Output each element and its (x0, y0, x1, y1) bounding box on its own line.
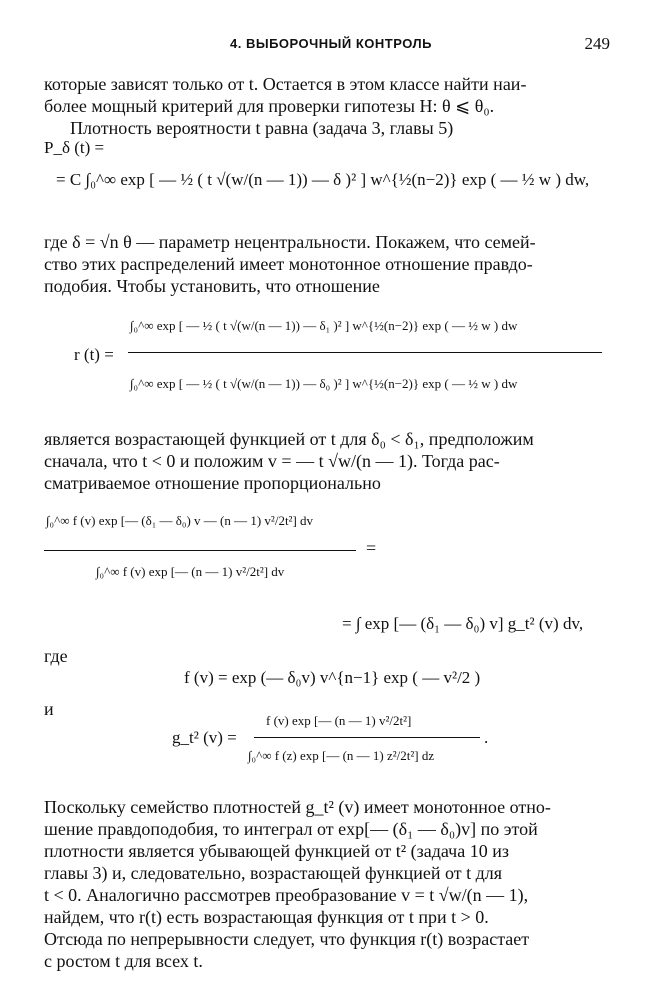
text-line: главы 3) и, следовательно, возрастающей функцией от t для (44, 863, 503, 883)
formula-ratio-denominator: ∫₀^∞ exp [ — ½ ( t √(w/(n — 1)) — δ₀ )² ] w^{½(n−2)} exp ( — ½ w ) dw (130, 376, 518, 391)
text-line: которые зависят только от t. Остается в этом классе найти наи- (44, 74, 527, 94)
formula-proportional-result: = ∫ exp [— (δ₁ — δ₀) v] g_t² (v) dv, (342, 614, 584, 633)
text-line: найдем, что r(t) есть возрастающая функция от t при t > 0. (44, 907, 489, 927)
fraction-bar (44, 550, 356, 551)
page-number: 249 (584, 34, 610, 53)
text-line: Поскольку семейство плотностей g_t² (v) имеет монотонное отно- (44, 797, 551, 817)
text-line: является возрастающей функцией от t для δ₀ < δ₁, предположим (44, 429, 534, 449)
equals-sign: = (366, 538, 377, 558)
text-line: сматриваемое отношение пропорционально (44, 473, 381, 493)
text-line: ство этих распределений имеет монотонное отношение правдо- (44, 254, 533, 274)
formula-proportional-denominator: ∫₀^∞ f (v) exp [— (n — 1) v²/2t²] dv (96, 564, 285, 579)
formula-g-lhs: g_t² (v) = (172, 728, 237, 747)
formula-pdelta-rhs: = C ∫₀^∞ exp [ — ½ ( t √(w/(n — 1)) — δ )² ] w^{½(n−2)} exp ( — ½ w ) dw, (56, 170, 590, 189)
running-header (44, 36, 610, 58)
text-line: плотности является убывающей функцией от t² (задача 10 из (44, 841, 509, 861)
text-label-where: где (44, 646, 68, 666)
text-label-and: и (44, 699, 54, 719)
formula-g-denominator: ∫₀^∞ f (z) exp [— (n — 1) z²/2t²] dz (248, 748, 435, 763)
formula-ratio-lhs: r (t) = (74, 345, 114, 364)
fraction-bar (128, 352, 602, 353)
book-page (44, 0, 610, 1000)
formula-g-numerator: f (v) exp [— (n — 1) v²/2t²] (266, 713, 412, 728)
text-line: t < 0. Аналогично рассмотрев преобразование v = t √w/(n — 1), (44, 885, 529, 905)
formula-pdelta-lhs: P_δ (t) = (44, 138, 105, 157)
text-line: более мощный критерий для проверки гипотезы H: θ ⩽ θ₀. (44, 96, 495, 116)
formula-ratio-numerator: ∫₀^∞ exp [ — ½ ( t √(w/(n — 1)) — δ₁ )² ] w^{½(n−2)} exp ( — ½ w ) dw (130, 318, 518, 333)
text-line: сначала, что t < 0 и положим v = — t √w/(n — 1). Тогда рас- (44, 451, 500, 471)
text-line: где δ = √n θ — параметр нецентральности. Покажем, что семей- (44, 232, 536, 252)
text-line: с ростом t для всех t. (44, 951, 203, 971)
period: . (484, 728, 489, 747)
chapter-title: 4. ВЫБОРОЧНЫЙ КОНТРОЛЬ (230, 36, 432, 51)
formula-f-of-v: f (v) = exp (— δ₀v) v^{n−1} exp ( — v²/2 ) (184, 668, 481, 687)
text-line: шение правдоподобия, то интеграл от exp[— (δ₁ — δ₀)v] по этой (44, 819, 538, 839)
text-line: Плотность вероятности t равна (задача 3, главы 5) (70, 118, 454, 138)
fraction-bar (254, 737, 480, 738)
formula-proportional-numerator: ∫₀^∞ f (v) exp [— (δ₁ — δ₀) v — (n — 1) v²/2t²] dv (46, 513, 314, 528)
text-line: Отсюда по непрерывности следует, что функция r(t) возрастает (44, 929, 530, 949)
text-line: подобия. Чтобы установить, что отношение (44, 276, 380, 296)
